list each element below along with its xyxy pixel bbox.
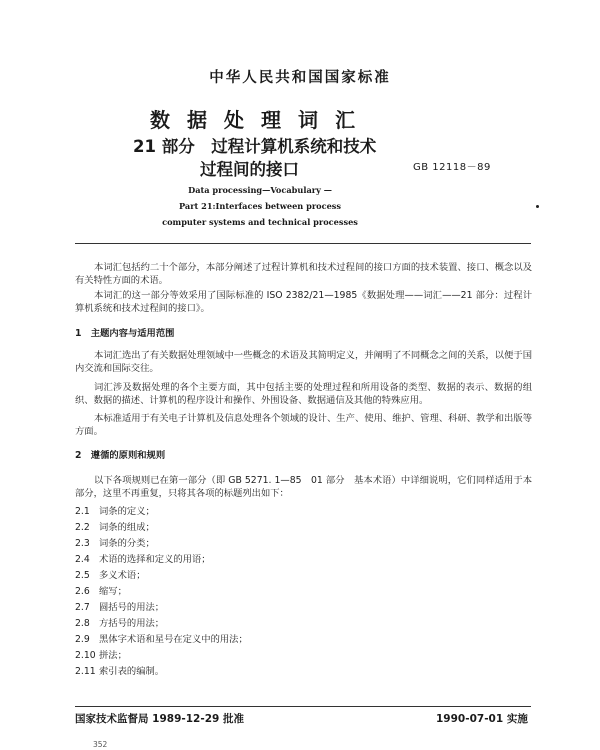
- list-item-text: 拼法；: [99, 650, 127, 661]
- footer-divider: [75, 706, 531, 707]
- list-item: [75, 665, 164, 678]
- list-item: [75, 553, 211, 566]
- list-item-number: 2.11: [75, 666, 96, 677]
- list-item-text: 词条的定义；: [99, 506, 155, 517]
- header-divider: [75, 243, 531, 244]
- list-item-text: 索引表的编制。: [99, 666, 165, 677]
- list-item-number: 2.5: [75, 570, 90, 581]
- section-1-paragraph-1: 本词汇选出了有关数据处理领域中一些概念的术语及其简明定义，并阐明了不同概念之间的关系，以便于国内交流和国际交往。: [75, 350, 532, 374]
- list-item-number: 2.4: [75, 554, 90, 565]
- standard-header: 中华人民共和国国家标准: [209, 70, 391, 86]
- section-2-heading: 2 遵循的原则和规则: [75, 450, 166, 461]
- list-item-text: 黑体字术语和星号在定义中的用法；: [99, 634, 248, 645]
- list-item: [75, 617, 164, 630]
- section-1-paragraph-2: 词汇涉及数据处理的各个主要方面，其中包括主要的处理过程和所用设备的类型、数据的表示、数据的组织、数据的描述、计算机的程序设计和操作、外围设备、数据通信及其他的特殊应用。: [75, 382, 532, 406]
- part-subtitle: 过程间的接口: [200, 160, 299, 179]
- part-title: 21 部分 过程计算机系统和技术: [133, 137, 377, 156]
- list-item: [75, 633, 248, 646]
- list-item: [75, 521, 155, 534]
- standard-code: GB 12118－89: [413, 162, 491, 173]
- list-item-number: 2.6: [75, 586, 90, 597]
- intro-paragraph-1: 本词汇包括约二十个部分，本部分阐述了过程计算机和技术过程间的接口方面的技术装置、接口、概念以及有关特性方面的术语。: [75, 262, 532, 286]
- list-item: [75, 649, 127, 662]
- list-item-number: 2.1: [75, 506, 90, 517]
- list-item: [75, 505, 155, 518]
- list-item: [75, 569, 146, 582]
- scan-artifact-dot: [536, 205, 539, 208]
- page-number: 352: [93, 740, 108, 749]
- list-item-text: 词条的组成；: [99, 522, 155, 533]
- list-item-text: 术语的选择和定义的用语；: [99, 554, 211, 565]
- list-item-number: 2.8: [75, 618, 90, 629]
- intro-paragraph-2: 本词汇的这一部分等效采用了国际标准的 ISO 2382/21—1985《数据处理——词汇——21 部分：过程计算机系统和技术过程间的接口》。: [75, 290, 532, 314]
- list-item: [75, 601, 164, 614]
- list-item-number: 2.9: [75, 634, 90, 645]
- list-item-text: 圆括号的用法；: [99, 602, 165, 613]
- list-item: [75, 537, 155, 550]
- list-item-number: 2.10: [75, 650, 96, 661]
- list-item-text: 缩写；: [99, 586, 127, 597]
- list-item-text: 词条的分类；: [99, 538, 155, 549]
- section-1-heading: 1 主题内容与适用范围: [75, 328, 175, 339]
- section-1-paragraph-3: 本标准适用于有关电子计算机及信息处理各个领域的设计、生产、使用、维护、管理、科研、教学和出版等方面。: [75, 413, 532, 437]
- english-title-line-2: Part 21:Interfaces between process: [178, 201, 342, 211]
- list-item-number: 2.2: [75, 522, 90, 533]
- effective-date: 1990-07-01 实施: [436, 713, 528, 725]
- english-title-line-1: Data processing—Vocabulary —: [188, 185, 332, 195]
- list-item-text: 方括号的用法；: [99, 618, 165, 629]
- list-item: [75, 585, 127, 598]
- approval-date: 国家技术监督局 1989-12-29 批准: [75, 713, 244, 725]
- section-2-intro: 以下各项规则已在第一部分（即 GB 5271. 1—85 01 部分 基本术语）中详细说明，它们同样适用于本部分，这里不再重复，只将其各项的标题列出如下：: [75, 475, 532, 499]
- list-item-number: 2.3: [75, 538, 90, 549]
- english-title-line-3: computer systems and technical processes: [162, 217, 358, 227]
- document-title: 数据处理词汇: [150, 108, 372, 132]
- list-item-text: 多义术语；: [99, 570, 146, 581]
- list-item-number: 2.7: [75, 602, 90, 613]
